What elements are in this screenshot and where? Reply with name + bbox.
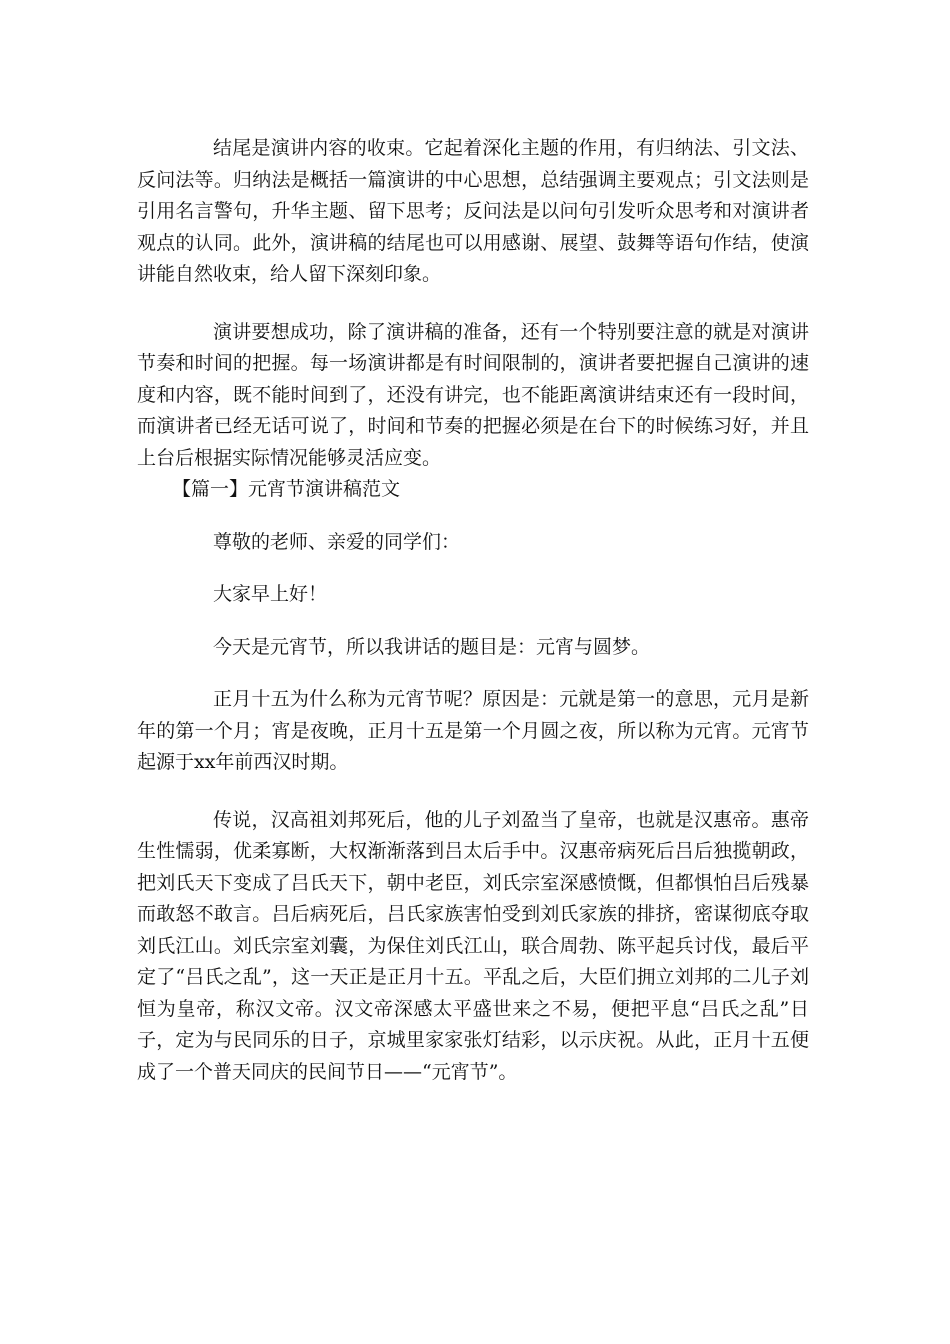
paragraph-origin: 正月十五为什么称为元宵节呢？原因是：元就是第一的意思，元月是新年的第一个月；宵是夜晚，正月十五是第一个月圆之夜，所以称为元宵。元宵节起源于xx年前西汉时期。 — [137, 688, 809, 773]
topic-line: 今天是元宵节，所以我讲话的题目是：元宵与圆梦。 — [213, 635, 651, 658]
greeting-line: 尊敬的老师、亲爱的同学们： — [213, 530, 461, 553]
section-heading: 【篇一】元宵节演讲稿范文 — [172, 478, 401, 500]
paragraph-legend: 传说，汉高祖刘邦死后，他的儿子刘盈当了皇帝，也就是汉惠帝。惠帝生性懦弱，优柔寡断，大权渐渐落到吕太后手中。汉惠帝病死后吕后独揽朝政，把刘氏天下变成了吕氏天下，朝中老臣，刘氏宗室深感愤慨，但都惧怕吕后残暴而敢怒不敢言。吕后病死后，吕氏家族害怕受到刘氏家族的排挤，密谋彻底夺取刘氏江山。刘氏宗室刘囊，为保住刘氏江山，联合周勃、陈平起兵讨伐，最后平定了“吕氏之乱”，这一天正是正月十五。平乱之后，大臣们拥立刘邦的二儿子刘恒为皇帝，称汉文帝。汉文帝深感太平盛世来之不易，便把平息“吕氏之乱”日子，定为与民同乐的日子，京城里家家张灯结彩，以示庆祝。从此，正月十五便成了一个普天同庆的民间节日——“元宵节”。 — [137, 808, 809, 1083]
document-body — [137, 133, 809, 1088]
paragraph-conclusion: 结尾是演讲内容的收束。它起着深化主题的作用，有归纳法、引文法、反问法等。归纳法是概括一篇演讲的中心思想，总结强调主要观点；引文法则是引用名言警句，升华主题、留下思考；反问法是以问句引发听众思考和对演讲者观点的认同。此外，演讲稿的结尾也可以用感谢、展望、鼓舞等语句作结，使演讲能自然收束，给人留下深刻印象。 — [137, 137, 809, 285]
paragraph-timing: 演讲要想成功，除了演讲稿的准备，还有一个特别要注意的就是对演讲节奏和时间的把握。每一场演讲都是有时间限制的，演讲者要把握自己演讲的速度和内容，既不能时间到了，还没有讲完，也不能距离演讲结束还有一段时间，而演讲者已经无话可说了，时间和节奏的把握必须是在台下的时候练习好，并且上台后根据实际情况能够灵活应变。 — [137, 320, 809, 469]
morning-line: 大家早上好！ — [213, 583, 328, 605]
